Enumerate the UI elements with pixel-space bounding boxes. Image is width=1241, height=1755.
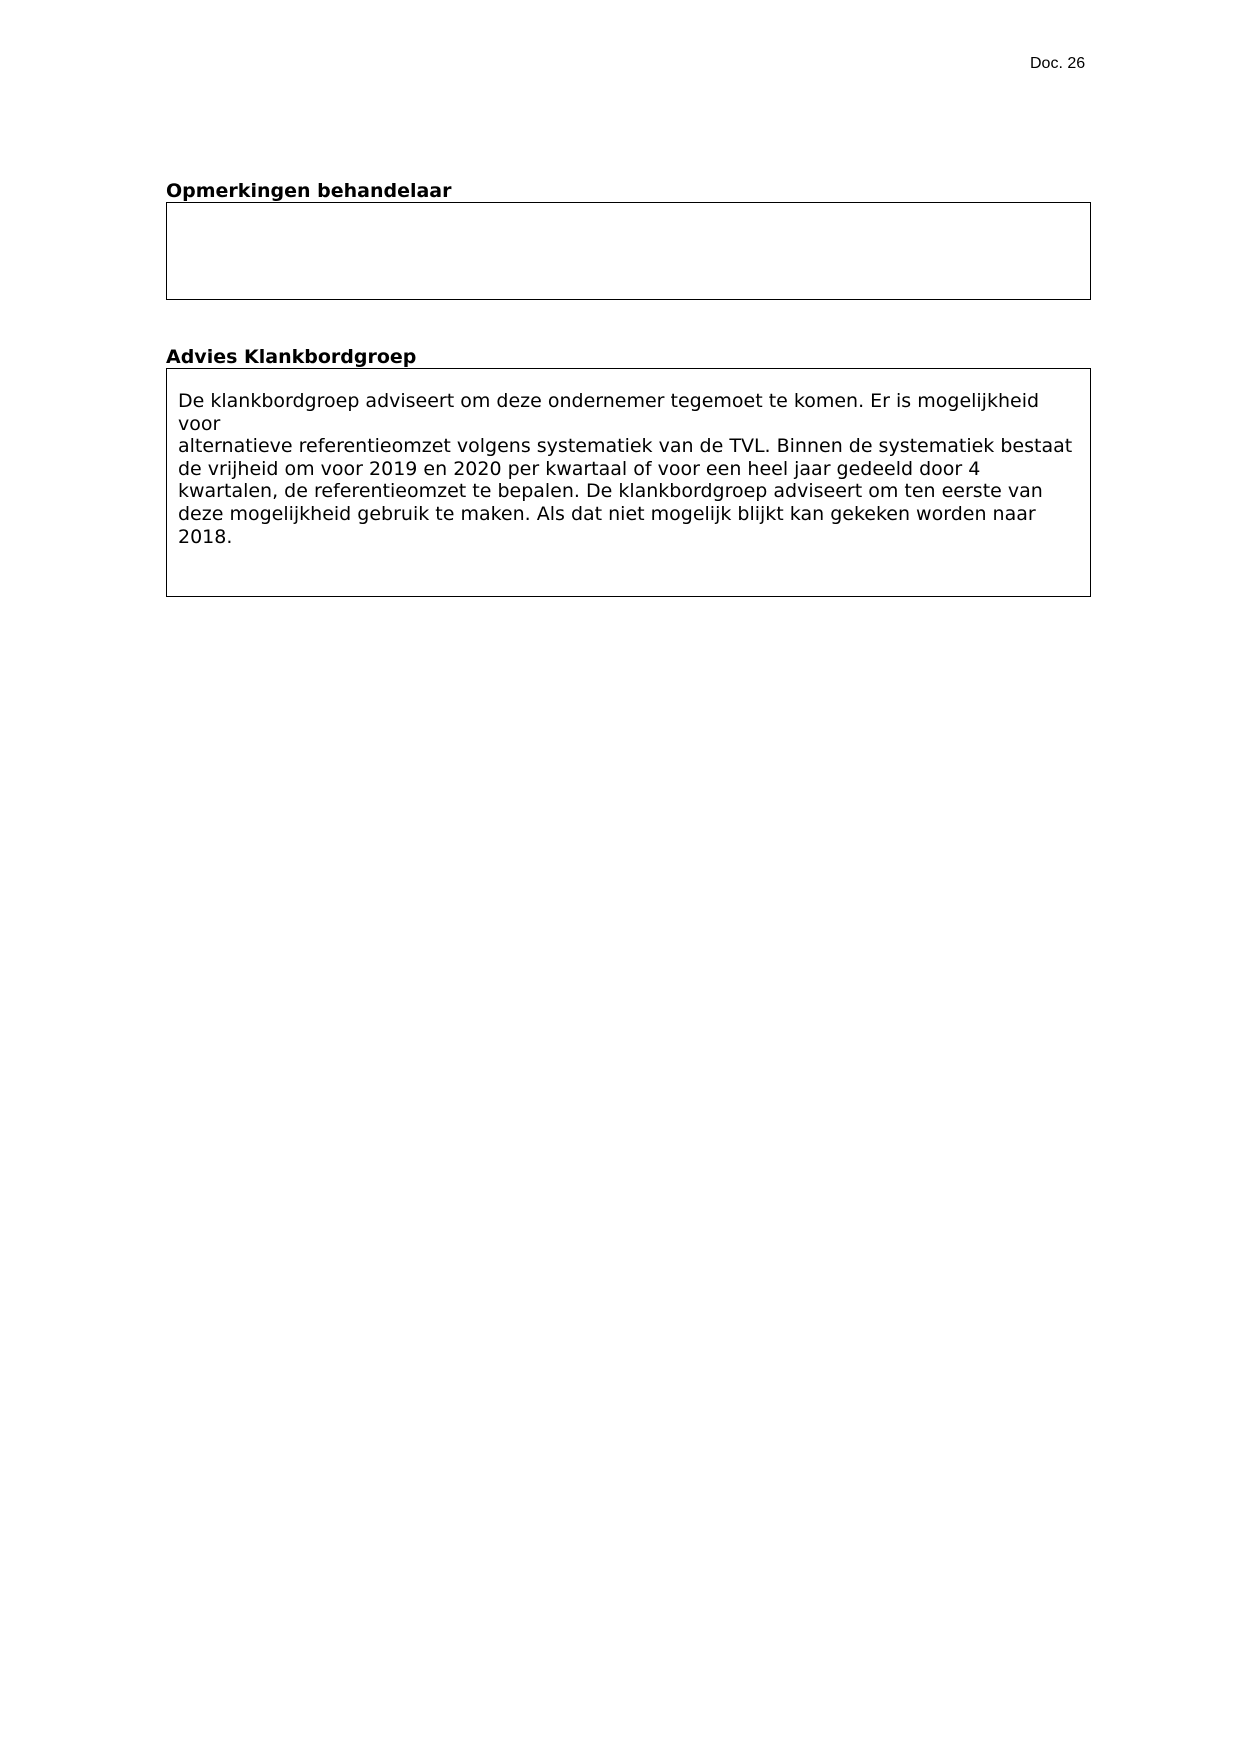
advies-line: De klankbordgroep adviseert om deze ondernemer tegemoet te komen. Er is mogelijkheid voor (178, 390, 1040, 435)
advies-line: deze mogelijkheid gebruik te maken. Als dat niet mogelijk blijkt kan gekeken worden naar (178, 502, 1036, 525)
opmerkingen-content (167, 203, 1090, 224)
section-title-advies: Advies Klankbordgroep (166, 346, 417, 368)
section-title-opmerkingen: Opmerkingen behandelaar (166, 180, 452, 202)
opmerkingen-behandelaar-box (166, 202, 1091, 300)
advies-content (167, 369, 1090, 548)
advies-line: 2018. (178, 525, 233, 548)
advies-line: alternatieve referentieomzet volgens systematiek van de TVL. Binnen de systematiek bestaat (178, 435, 1073, 458)
advies-line: kwartalen, de referentieomzet te bepalen. De klankbordgroep adviseert om ten eerste van (178, 480, 1043, 503)
advies-line: de vrijheid om voor 2019 en 2020 per kwartaal of voor een heel jaar gedeeld door 4 (178, 457, 981, 480)
document-number: Doc. 26 (1030, 55, 1086, 72)
advies-klankbordgroep-box (166, 368, 1091, 597)
